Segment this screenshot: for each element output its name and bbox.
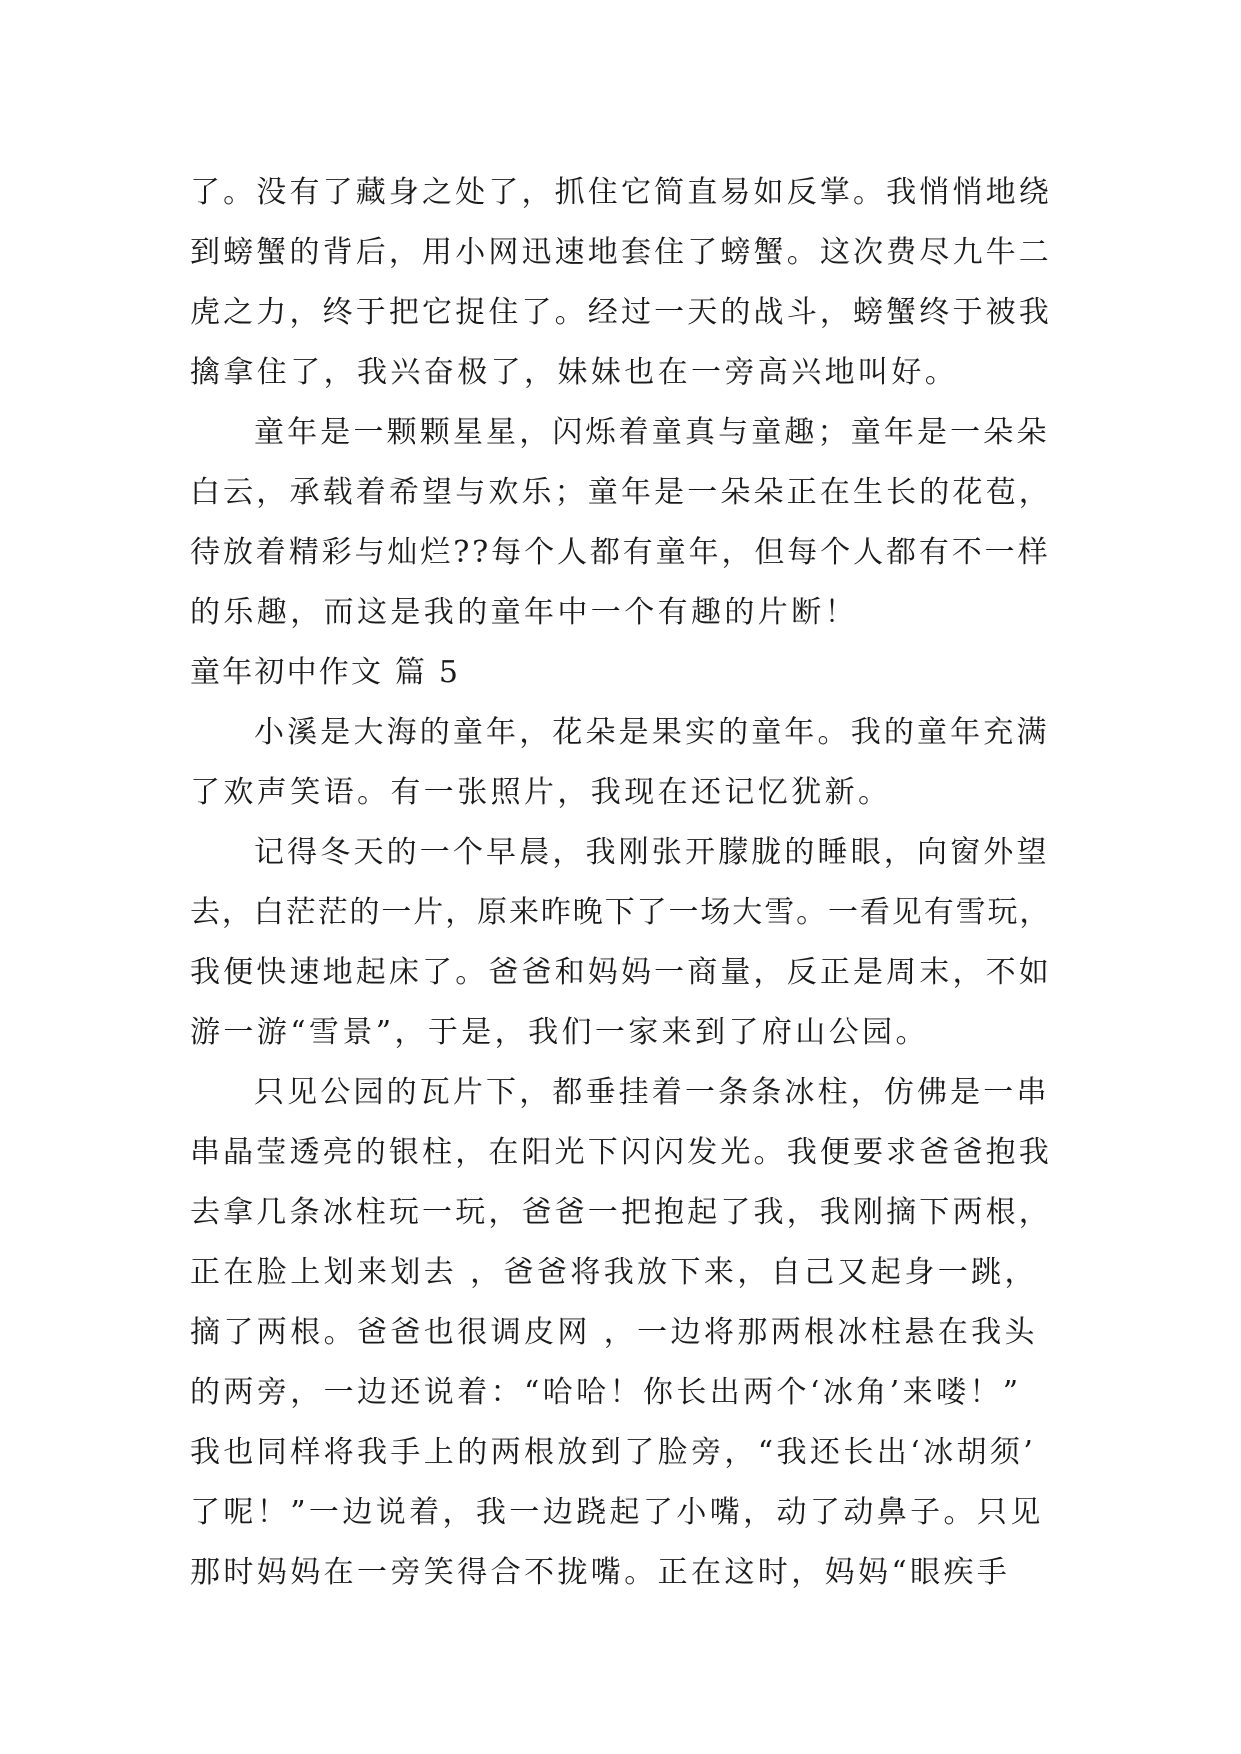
text-line: 了欢声笑语。有一张照片，我现在还记忆犹新。 [190,775,892,810]
text-line: 虎之力，终于把它捉住了。经过一天的战斗，螃蟹终于被我 [190,295,1052,330]
text-line: 记得冬天的一个早晨，我刚张开朦胧的睡眼，向窗外望 [254,835,1050,870]
text-line: 去，白茫茫的一片，原来昨晚下了一场大雪。一看见有雪玩， [190,895,1052,930]
text-line: 白云，承载着希望与欢乐；童年是一朵朵正在生长的花苞， [190,475,1052,510]
text-line: 小溪是大海的童年，花朵是果实的童年。我的童年充满 [254,715,1050,750]
document-body [190,163,1050,1603]
text-line: 正在脸上划来划去 ，爸爸将我放下来，自己又起身一跳， [190,1255,1038,1290]
text-line: 游一游“雪景”，于是，我们一家来到了府山公园。 [190,1015,929,1050]
text-line: 的两旁，一边还说着：“哈哈！你长出两个‘冰角’来喽！” [190,1375,1022,1410]
text-line: 擒拿住了，我兴奋极了，妹妹也在一旁高兴地叫好。 [190,355,959,390]
text-line: 摘了两根。爸爸也很调皮网 ，一边将那两根冰柱悬在我头 [190,1315,1038,1350]
text-line: 只见公园的瓦片下，都垂挂着一条条冰柱，仿佛是一串 [254,1075,1050,1110]
text-line: 到螃蟹的背后，用小网迅速地套住了螃蟹。这次费尽九牛二 [190,235,1052,270]
text-line: 待放着精彩与灿烂??每个人都有童年，但每个人都有不一样 [190,535,1051,570]
text-line: 了。没有了藏身之处了，抓住它简直易如反掌。我悄悄地绕 [190,175,1052,210]
section-heading: 童年初中作文 篇 5 [190,655,461,690]
text-line: 我也同样将我手上的两根放到了脸旁，“我还长出‘冰胡须’ [190,1435,1037,1470]
text-line: 了呢！”一边说着，我一边跷起了小嘴，动了动鼻子。只见 [190,1495,1044,1530]
text-line: 童年是一颗颗星星，闪烁着童真与童趣；童年是一朵朵 [254,415,1050,450]
text-line: 我便快速地起床了。爸爸和妈妈一商量，反正是周末，不如 [190,955,1052,990]
text-line: 那时妈妈在一旁笑得合不拢嘴。正在这时，妈妈“眼疾手 [190,1555,1011,1590]
text-line: 去拿几条冰柱玩一玩，爸爸一把抱起了我，我刚摘下两根， [190,1195,1052,1230]
text-line: 的乐趣，而这是我的童年中一个有趣的片断！ [190,595,858,630]
text-line: 串晶莹透亮的银柱，在阳光下闪闪发光。我便要求爸爸抱我 [190,1135,1052,1170]
